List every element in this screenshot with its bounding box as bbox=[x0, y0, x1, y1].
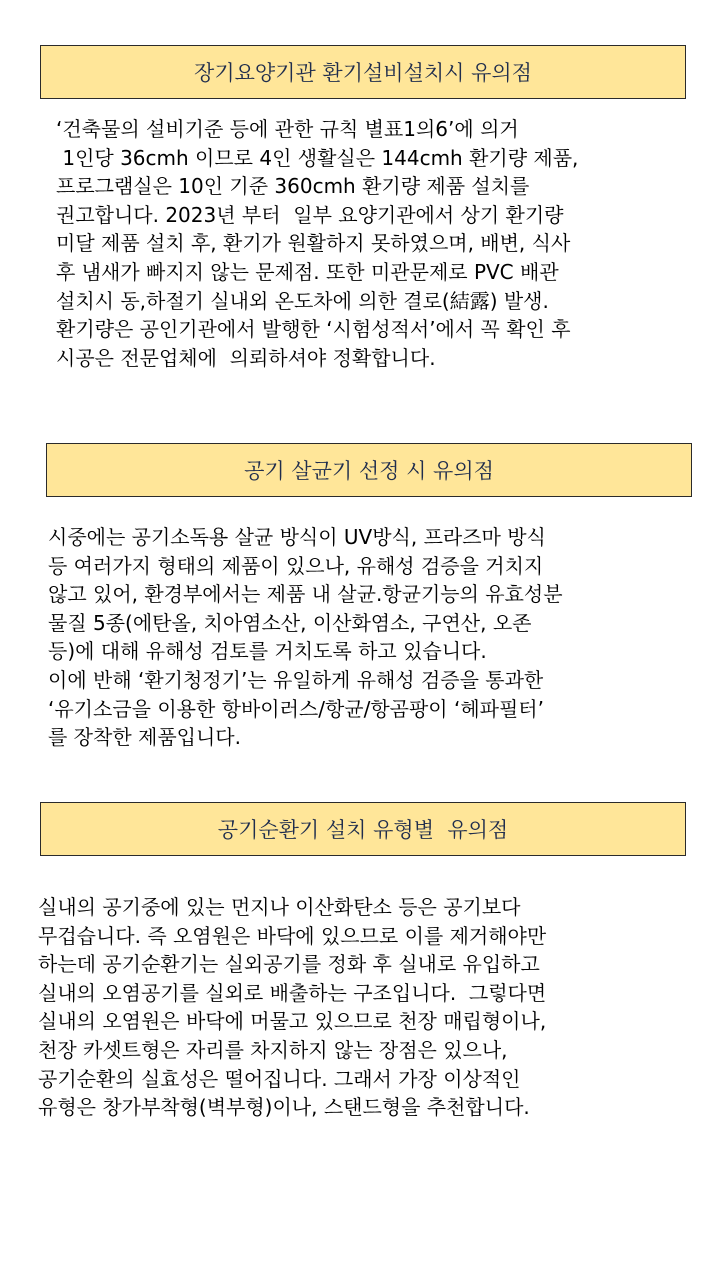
text-line: 프로그램실은 10인 기준 360cmh 환기량 제품 설치를 bbox=[56, 174, 530, 199]
paragraph-sterilizer bbox=[48, 523, 563, 752]
heading-text: 공기 살균기 선정 시 유의점 bbox=[244, 459, 494, 483]
text-line: 유형은 창가부착형(벽부형)이나, 스탠드형을 추천합니다. bbox=[38, 1095, 530, 1120]
heading-text: 공기순환기 설치 유형별 유의점 bbox=[217, 818, 509, 842]
paragraph-circulator bbox=[38, 893, 546, 1122]
text-line: 환기량은 공인기관에서 발행한 ‘시험성적서’에서 꼭 확인 후 bbox=[56, 317, 571, 342]
text-line: 무겁습니다. 즉 오염원은 바닥에 있으므로 이를 제거해야만 bbox=[38, 923, 547, 948]
text-line: 시중에는 공기소독용 살균 방식이 UV방식, 프라즈마 방식 bbox=[48, 525, 546, 549]
text-line: 실내의 오염원은 바닥에 머물고 있으므로 천장 매립형이나, bbox=[38, 1009, 547, 1034]
text-line: 설치시 동,하절기 실내외 온도차에 의한 결로(結露) 발생. bbox=[56, 288, 549, 313]
text-line: 실내의 오염공기를 실외로 배출하는 구조입니다. 그렇다면 bbox=[38, 980, 547, 1005]
heading-text: 장기요양기관 환기설비설치시 유의점 bbox=[194, 61, 532, 85]
text-line: 공기순환의 실효성은 떨어집니다. 그래서 가장 이상적인 bbox=[38, 1066, 521, 1091]
text-line: 않고 있어, 환경부에서는 제품 내 살균.항균기능의 유효성분 bbox=[48, 582, 563, 607]
text-line: ‘건축물의 설비기준 등에 관한 규칙 별표1의6’에 의거 bbox=[56, 117, 519, 141]
paragraph-ventilation bbox=[56, 115, 578, 372]
text-line: 권고합니다. 2023년 부터 일부 요양기관에서 상기 환기량 bbox=[56, 202, 564, 227]
section-heading-sterilizer bbox=[46, 443, 692, 497]
text-line: 물질 5종(에탄올, 치아염소산, 이산화염소, 구연산, 오존 bbox=[48, 610, 532, 635]
text-line: 천장 카셋트형은 자리를 차지하지 않는 장점은 있으나, bbox=[38, 1037, 508, 1062]
text-line: 를 장착한 제품입니다. bbox=[48, 725, 241, 750]
text-line: 이에 반해 ‘환기청정기’는 유일하게 유해성 검증을 통과한 bbox=[48, 667, 544, 692]
text-line: 등)에 대해 유해성 검토를 거치도록 하고 있습니다. bbox=[48, 639, 487, 664]
text-line: 1인당 36cmh 이므로 4인 생활실은 144cmh 환기량 제품, bbox=[56, 145, 579, 170]
text-line: 후 냄새가 빠지지 않는 문제점. 또한 미관문제로 PVC 배관 bbox=[56, 259, 559, 284]
section-heading-ventilation bbox=[40, 45, 686, 99]
text-line: 하는데 공기순환기는 실외공기를 정화 후 실내로 유입하고 bbox=[38, 952, 540, 977]
text-line: 등 여러가지 형태의 제품이 있으나, 유해성 검증을 거치지 bbox=[48, 553, 544, 578]
text-line: 시공은 전문업체에 의뢰하셔야 정확합니다. bbox=[56, 345, 436, 370]
section-heading-circulator bbox=[40, 802, 686, 856]
text-line: ‘유기소금을 이용한 항바이러스/항균/항곰팡이 ‘헤파필터’ bbox=[48, 696, 544, 721]
text-line: 실내의 공기중에 있는 먼지나 이산화탄소 등은 공기보다 bbox=[38, 895, 521, 919]
text-line: 미달 제품 설치 후, 환기가 원활하지 못하였으며, 배변, 식사 bbox=[56, 231, 571, 256]
